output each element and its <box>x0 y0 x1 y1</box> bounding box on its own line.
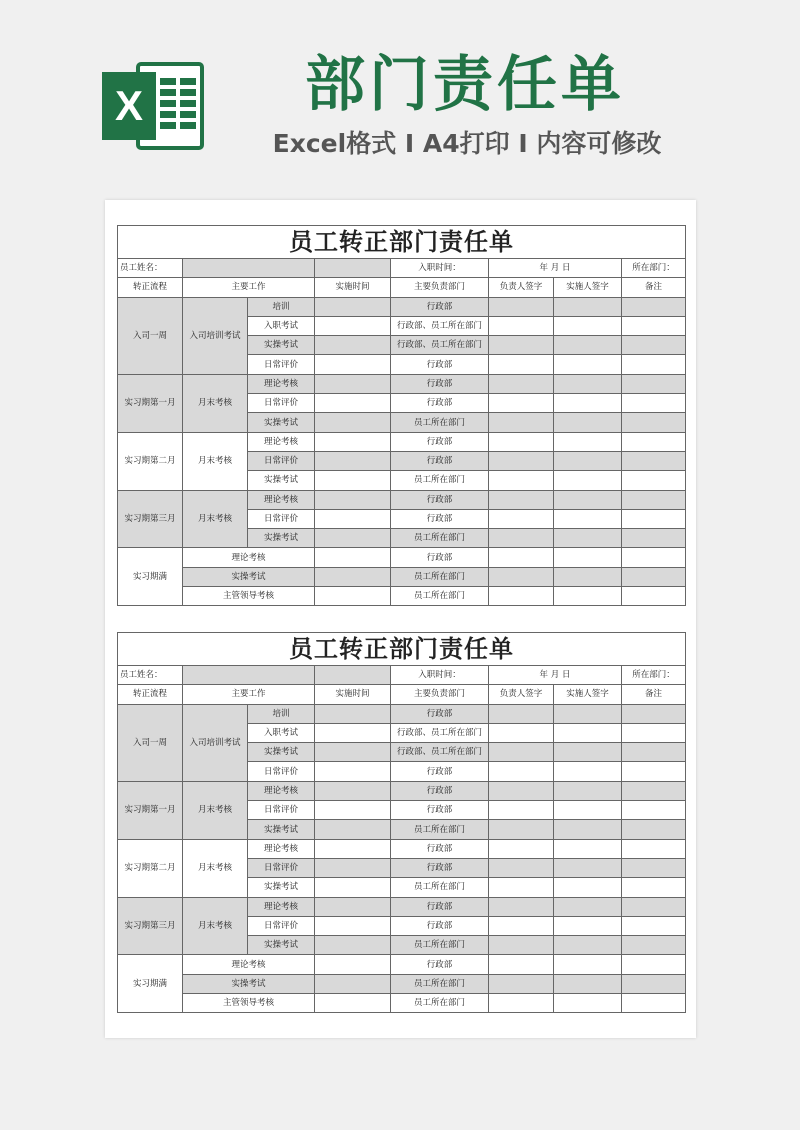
time-cell[interactable] <box>315 587 391 606</box>
entry-time-field[interactable] <box>315 666 391 685</box>
sign-cell[interactable] <box>554 509 622 528</box>
note-cell[interactable] <box>622 297 686 316</box>
sign-cell[interactable] <box>554 394 622 413</box>
dept-cell: 员工所在部门 <box>391 587 489 606</box>
sign-cell[interactable] <box>489 548 554 567</box>
task-cell: 实操考试 <box>248 336 315 355</box>
banner-header <box>0 0 800 190</box>
sign-cell[interactable] <box>489 820 554 839</box>
time-cell[interactable] <box>315 916 391 935</box>
task-cell: 理论考核 <box>183 548 315 567</box>
task-cell: 实操考试 <box>248 878 315 897</box>
time-cell[interactable] <box>315 994 391 1013</box>
note-cell[interactable] <box>622 936 686 955</box>
task-cell: 理论考核 <box>183 955 315 974</box>
dept-cell: 行政部 <box>391 916 489 935</box>
task-cell: 实操考试 <box>183 974 315 993</box>
excel-letter: X <box>114 82 144 129</box>
sign-cell[interactable] <box>554 567 622 586</box>
task-cell: 理论考核 <box>248 781 315 800</box>
column-header: 实施时间 <box>315 278 391 297</box>
sign-cell[interactable] <box>489 394 554 413</box>
time-cell[interactable] <box>315 413 391 432</box>
note-cell[interactable] <box>622 974 686 993</box>
task-cell: 实操考试 <box>248 471 315 490</box>
sign-cell[interactable] <box>554 781 622 800</box>
name-field[interactable] <box>183 259 315 278</box>
sign-cell[interactable] <box>489 451 554 470</box>
task-cell: 理论考核 <box>248 490 315 509</box>
sign-cell[interactable] <box>554 897 622 916</box>
time-cell[interactable] <box>315 509 391 528</box>
dept-cell: 行政部 <box>391 955 489 974</box>
time-cell[interactable] <box>315 801 391 820</box>
sign-cell[interactable] <box>489 743 554 762</box>
time-cell[interactable] <box>315 394 391 413</box>
sign-cell[interactable] <box>489 878 554 897</box>
task-cell: 日常评价 <box>248 394 315 413</box>
sign-cell[interactable] <box>554 432 622 451</box>
stage-cell: 实习期第二月 <box>118 839 183 897</box>
stage-cell: 实习期满 <box>118 955 183 1013</box>
dept-cell: 员工所在部门 <box>391 471 489 490</box>
sign-cell[interactable] <box>489 471 554 490</box>
note-cell[interactable] <box>622 316 686 335</box>
sign-cell[interactable] <box>489 316 554 335</box>
stage-cell: 实习期第三月 <box>118 490 183 548</box>
dept-cell: 行政部 <box>391 897 489 916</box>
sign-cell[interactable] <box>489 858 554 877</box>
note-cell[interactable] <box>622 567 686 586</box>
sign-cell[interactable] <box>554 529 622 548</box>
sign-cell[interactable] <box>489 801 554 820</box>
column-header: 备注 <box>622 685 686 704</box>
task-cell: 实操考试 <box>248 529 315 548</box>
category-cell: 月末考核 <box>183 897 248 955</box>
task-cell: 日常评价 <box>248 858 315 877</box>
note-cell[interactable] <box>622 413 686 432</box>
time-cell[interactable] <box>315 820 391 839</box>
sign-cell[interactable] <box>489 936 554 955</box>
entry-time-label: 入职时间： <box>391 666 489 685</box>
page-title: 部门责任单 <box>305 50 625 120</box>
note-cell[interactable] <box>622 548 686 567</box>
note-cell[interactable] <box>622 529 686 548</box>
dept-cell: 行政部、员工所在部门 <box>391 723 489 742</box>
sign-cell[interactable] <box>554 316 622 335</box>
dept-cell: 行政部 <box>391 509 489 528</box>
time-cell[interactable] <box>315 762 391 781</box>
sign-cell[interactable] <box>554 471 622 490</box>
name-label: 员工姓名： <box>118 259 183 278</box>
sign-cell[interactable] <box>554 955 622 974</box>
time-cell[interactable] <box>315 316 391 335</box>
name-field[interactable] <box>183 666 315 685</box>
sign-cell[interactable] <box>554 936 622 955</box>
stage-cell: 入司一周 <box>118 704 183 781</box>
task-cell: 实操考试 <box>248 936 315 955</box>
time-cell[interactable] <box>315 955 391 974</box>
task-cell: 实操考试 <box>248 413 315 432</box>
dept-cell: 员工所在部门 <box>391 820 489 839</box>
sign-cell[interactable] <box>554 801 622 820</box>
sign-cell[interactable] <box>489 336 554 355</box>
stage-cell: 实习期第一月 <box>118 781 183 839</box>
sign-cell[interactable] <box>554 762 622 781</box>
task-cell: 主管领导考核 <box>183 994 315 1013</box>
time-cell[interactable] <box>315 936 391 955</box>
dept-cell: 员工所在部门 <box>391 974 489 993</box>
sign-cell[interactable] <box>489 567 554 586</box>
task-cell: 日常评价 <box>248 801 315 820</box>
dept-cell: 行政部 <box>391 374 489 393</box>
column-header: 备注 <box>622 278 686 297</box>
task-cell: 日常评价 <box>248 509 315 528</box>
note-cell[interactable] <box>622 994 686 1013</box>
name-label: 员工姓名： <box>118 666 183 685</box>
sign-cell[interactable] <box>554 743 622 762</box>
sign-cell[interactable] <box>489 413 554 432</box>
entry-time-field[interactable] <box>315 259 391 278</box>
sign-cell[interactable] <box>554 413 622 432</box>
dept-cell: 行政部 <box>391 839 489 858</box>
task-cell: 培训 <box>248 704 315 723</box>
task-cell: 理论考核 <box>248 839 315 858</box>
dept-cell: 行政部 <box>391 548 489 567</box>
time-cell[interactable] <box>315 858 391 877</box>
note-cell[interactable] <box>622 509 686 528</box>
note-cell[interactable] <box>622 897 686 916</box>
category-cell: 月末考核 <box>183 490 248 548</box>
note-cell[interactable] <box>622 451 686 470</box>
dept-cell: 行政部 <box>391 858 489 877</box>
task-cell: 理论考核 <box>248 897 315 916</box>
sign-cell[interactable] <box>489 490 554 509</box>
sign-cell[interactable] <box>489 762 554 781</box>
task-cell: 实操考试 <box>183 567 315 586</box>
dept-cell: 行政部 <box>391 451 489 470</box>
sign-cell[interactable] <box>489 781 554 800</box>
sign-cell[interactable] <box>554 297 622 316</box>
column-header: 转正流程 <box>118 278 183 297</box>
category-cell: 月末考核 <box>183 839 248 897</box>
note-cell[interactable] <box>622 490 686 509</box>
note-cell[interactable] <box>622 858 686 877</box>
dept-cell: 员工所在部门 <box>391 878 489 897</box>
dept-cell: 行政部、员工所在部门 <box>391 336 489 355</box>
time-cell[interactable] <box>315 490 391 509</box>
sign-cell[interactable] <box>489 509 554 528</box>
form-title: 员工转正部门责任单 <box>118 226 686 259</box>
document-sheet <box>105 200 696 1038</box>
task-cell: 日常评价 <box>248 451 315 470</box>
task-cell: 理论考核 <box>248 432 315 451</box>
note-cell[interactable] <box>622 955 686 974</box>
stage-cell: 实习期满 <box>118 548 183 606</box>
time-cell[interactable] <box>315 878 391 897</box>
sign-cell[interactable] <box>554 548 622 567</box>
dept-cell: 行政部 <box>391 490 489 509</box>
responsibility-form-1 <box>117 225 686 606</box>
time-cell[interactable] <box>315 897 391 916</box>
stage-cell: 实习期第一月 <box>118 374 183 432</box>
note-cell[interactable] <box>622 781 686 800</box>
column-header: 转正流程 <box>118 685 183 704</box>
dept-cell: 行政部 <box>391 355 489 374</box>
dept-cell: 行政部、员工所在部门 <box>391 743 489 762</box>
time-cell[interactable] <box>315 567 391 586</box>
note-cell[interactable] <box>622 587 686 606</box>
sign-cell[interactable] <box>489 839 554 858</box>
sign-cell[interactable] <box>489 587 554 606</box>
stage-cell: 入司一周 <box>118 297 183 374</box>
dept-cell: 员工所在部门 <box>391 413 489 432</box>
dept-cell: 行政部 <box>391 394 489 413</box>
sign-cell[interactable] <box>554 451 622 470</box>
column-header: 负责人签字 <box>489 278 554 297</box>
time-cell[interactable] <box>315 374 391 393</box>
time-cell[interactable] <box>315 548 391 567</box>
sign-cell[interactable] <box>489 916 554 935</box>
sign-cell[interactable] <box>554 916 622 935</box>
stage-cell: 实习期第二月 <box>118 432 183 490</box>
category-cell: 入司培训考试 <box>183 704 248 781</box>
responsibility-form-2 <box>117 632 686 1013</box>
dept-label: 所在部门： <box>622 666 686 685</box>
dept-cell: 行政部 <box>391 801 489 820</box>
note-cell[interactable] <box>622 432 686 451</box>
note-cell[interactable] <box>622 762 686 781</box>
sign-cell[interactable] <box>489 897 554 916</box>
note-cell[interactable] <box>622 704 686 723</box>
sign-cell[interactable] <box>554 587 622 606</box>
dept-cell: 行政部 <box>391 781 489 800</box>
note-cell[interactable] <box>622 916 686 935</box>
time-cell[interactable] <box>315 297 391 316</box>
dept-cell: 行政部 <box>391 762 489 781</box>
note-cell[interactable] <box>622 743 686 762</box>
sign-cell[interactable] <box>489 529 554 548</box>
sign-cell[interactable] <box>554 355 622 374</box>
column-header: 实施人签字 <box>554 278 622 297</box>
dept-cell: 行政部、员工所在部门 <box>391 316 489 335</box>
dept-cell: 行政部 <box>391 704 489 723</box>
category-cell: 入司培训考试 <box>183 297 248 374</box>
time-cell[interactable] <box>315 704 391 723</box>
sign-cell[interactable] <box>554 994 622 1013</box>
column-header: 主要负责部门 <box>391 685 489 704</box>
sign-cell[interactable] <box>554 858 622 877</box>
sign-cell[interactable] <box>554 878 622 897</box>
dept-label: 所在部门： <box>622 259 686 278</box>
dept-cell: 行政部 <box>391 297 489 316</box>
sign-cell[interactable] <box>554 723 622 742</box>
column-header: 主要工作 <box>183 685 315 704</box>
note-cell[interactable] <box>622 878 686 897</box>
sign-cell[interactable] <box>489 994 554 1013</box>
sign-cell[interactable] <box>554 704 622 723</box>
task-cell: 入职考试 <box>248 723 315 742</box>
sign-cell[interactable] <box>554 974 622 993</box>
time-cell[interactable] <box>315 471 391 490</box>
time-cell[interactable] <box>315 781 391 800</box>
task-cell: 日常评价 <box>248 355 315 374</box>
sign-cell[interactable] <box>554 490 622 509</box>
note-cell[interactable] <box>622 839 686 858</box>
sign-cell[interactable] <box>554 336 622 355</box>
column-header: 实施时间 <box>315 685 391 704</box>
sign-cell[interactable] <box>489 974 554 993</box>
sign-cell[interactable] <box>489 432 554 451</box>
note-cell[interactable] <box>622 394 686 413</box>
time-cell[interactable] <box>315 432 391 451</box>
time-cell[interactable] <box>315 839 391 858</box>
category-cell: 月末考核 <box>183 432 248 490</box>
time-cell[interactable] <box>315 355 391 374</box>
task-cell: 实操考试 <box>248 820 315 839</box>
note-cell[interactable] <box>622 374 686 393</box>
dept-cell: 员工所在部门 <box>391 994 489 1013</box>
task-cell: 日常评价 <box>248 762 315 781</box>
time-cell[interactable] <box>315 723 391 742</box>
note-cell[interactable] <box>622 801 686 820</box>
sign-cell[interactable] <box>489 955 554 974</box>
entry-date-units[interactable]: 年 月 日 <box>489 259 622 278</box>
stage-cell: 实习期第三月 <box>118 897 183 955</box>
time-cell[interactable] <box>315 974 391 993</box>
note-cell[interactable] <box>622 820 686 839</box>
sign-cell[interactable] <box>489 355 554 374</box>
dept-cell: 员工所在部门 <box>391 567 489 586</box>
entry-date-units[interactable]: 年 月 日 <box>489 666 622 685</box>
note-cell[interactable] <box>622 471 686 490</box>
excel-icon <box>100 58 206 154</box>
time-cell[interactable] <box>315 451 391 470</box>
sign-cell[interactable] <box>554 839 622 858</box>
column-header: 主要负责部门 <box>391 278 489 297</box>
form-title: 员工转正部门责任单 <box>118 633 686 666</box>
time-cell[interactable] <box>315 529 391 548</box>
column-header: 主要工作 <box>183 278 315 297</box>
category-cell: 月末考核 <box>183 374 248 432</box>
dept-cell: 员工所在部门 <box>391 529 489 548</box>
note-cell[interactable] <box>622 355 686 374</box>
note-cell[interactable] <box>622 336 686 355</box>
task-cell: 日常评价 <box>248 916 315 935</box>
dept-cell: 员工所在部门 <box>391 936 489 955</box>
sign-cell[interactable] <box>489 723 554 742</box>
sign-cell[interactable] <box>489 297 554 316</box>
task-cell: 入职考试 <box>248 316 315 335</box>
time-cell[interactable] <box>315 336 391 355</box>
category-cell: 月末考核 <box>183 781 248 839</box>
task-cell: 主管领导考核 <box>183 587 315 606</box>
note-cell[interactable] <box>622 723 686 742</box>
column-header: 负责人签字 <box>489 685 554 704</box>
sign-cell[interactable] <box>554 820 622 839</box>
entry-time-label: 入职时间： <box>391 259 489 278</box>
task-cell: 培训 <box>248 297 315 316</box>
column-header: 实施人签字 <box>554 685 622 704</box>
task-cell: 实操考试 <box>248 743 315 762</box>
task-cell: 理论考核 <box>248 374 315 393</box>
page-subtitle: Excel格式 I A4打印 I 内容可修改 <box>272 129 662 158</box>
sign-cell[interactable] <box>489 374 554 393</box>
sign-cell[interactable] <box>554 374 622 393</box>
sign-cell[interactable] <box>489 704 554 723</box>
dept-cell: 行政部 <box>391 432 489 451</box>
time-cell[interactable] <box>315 743 391 762</box>
